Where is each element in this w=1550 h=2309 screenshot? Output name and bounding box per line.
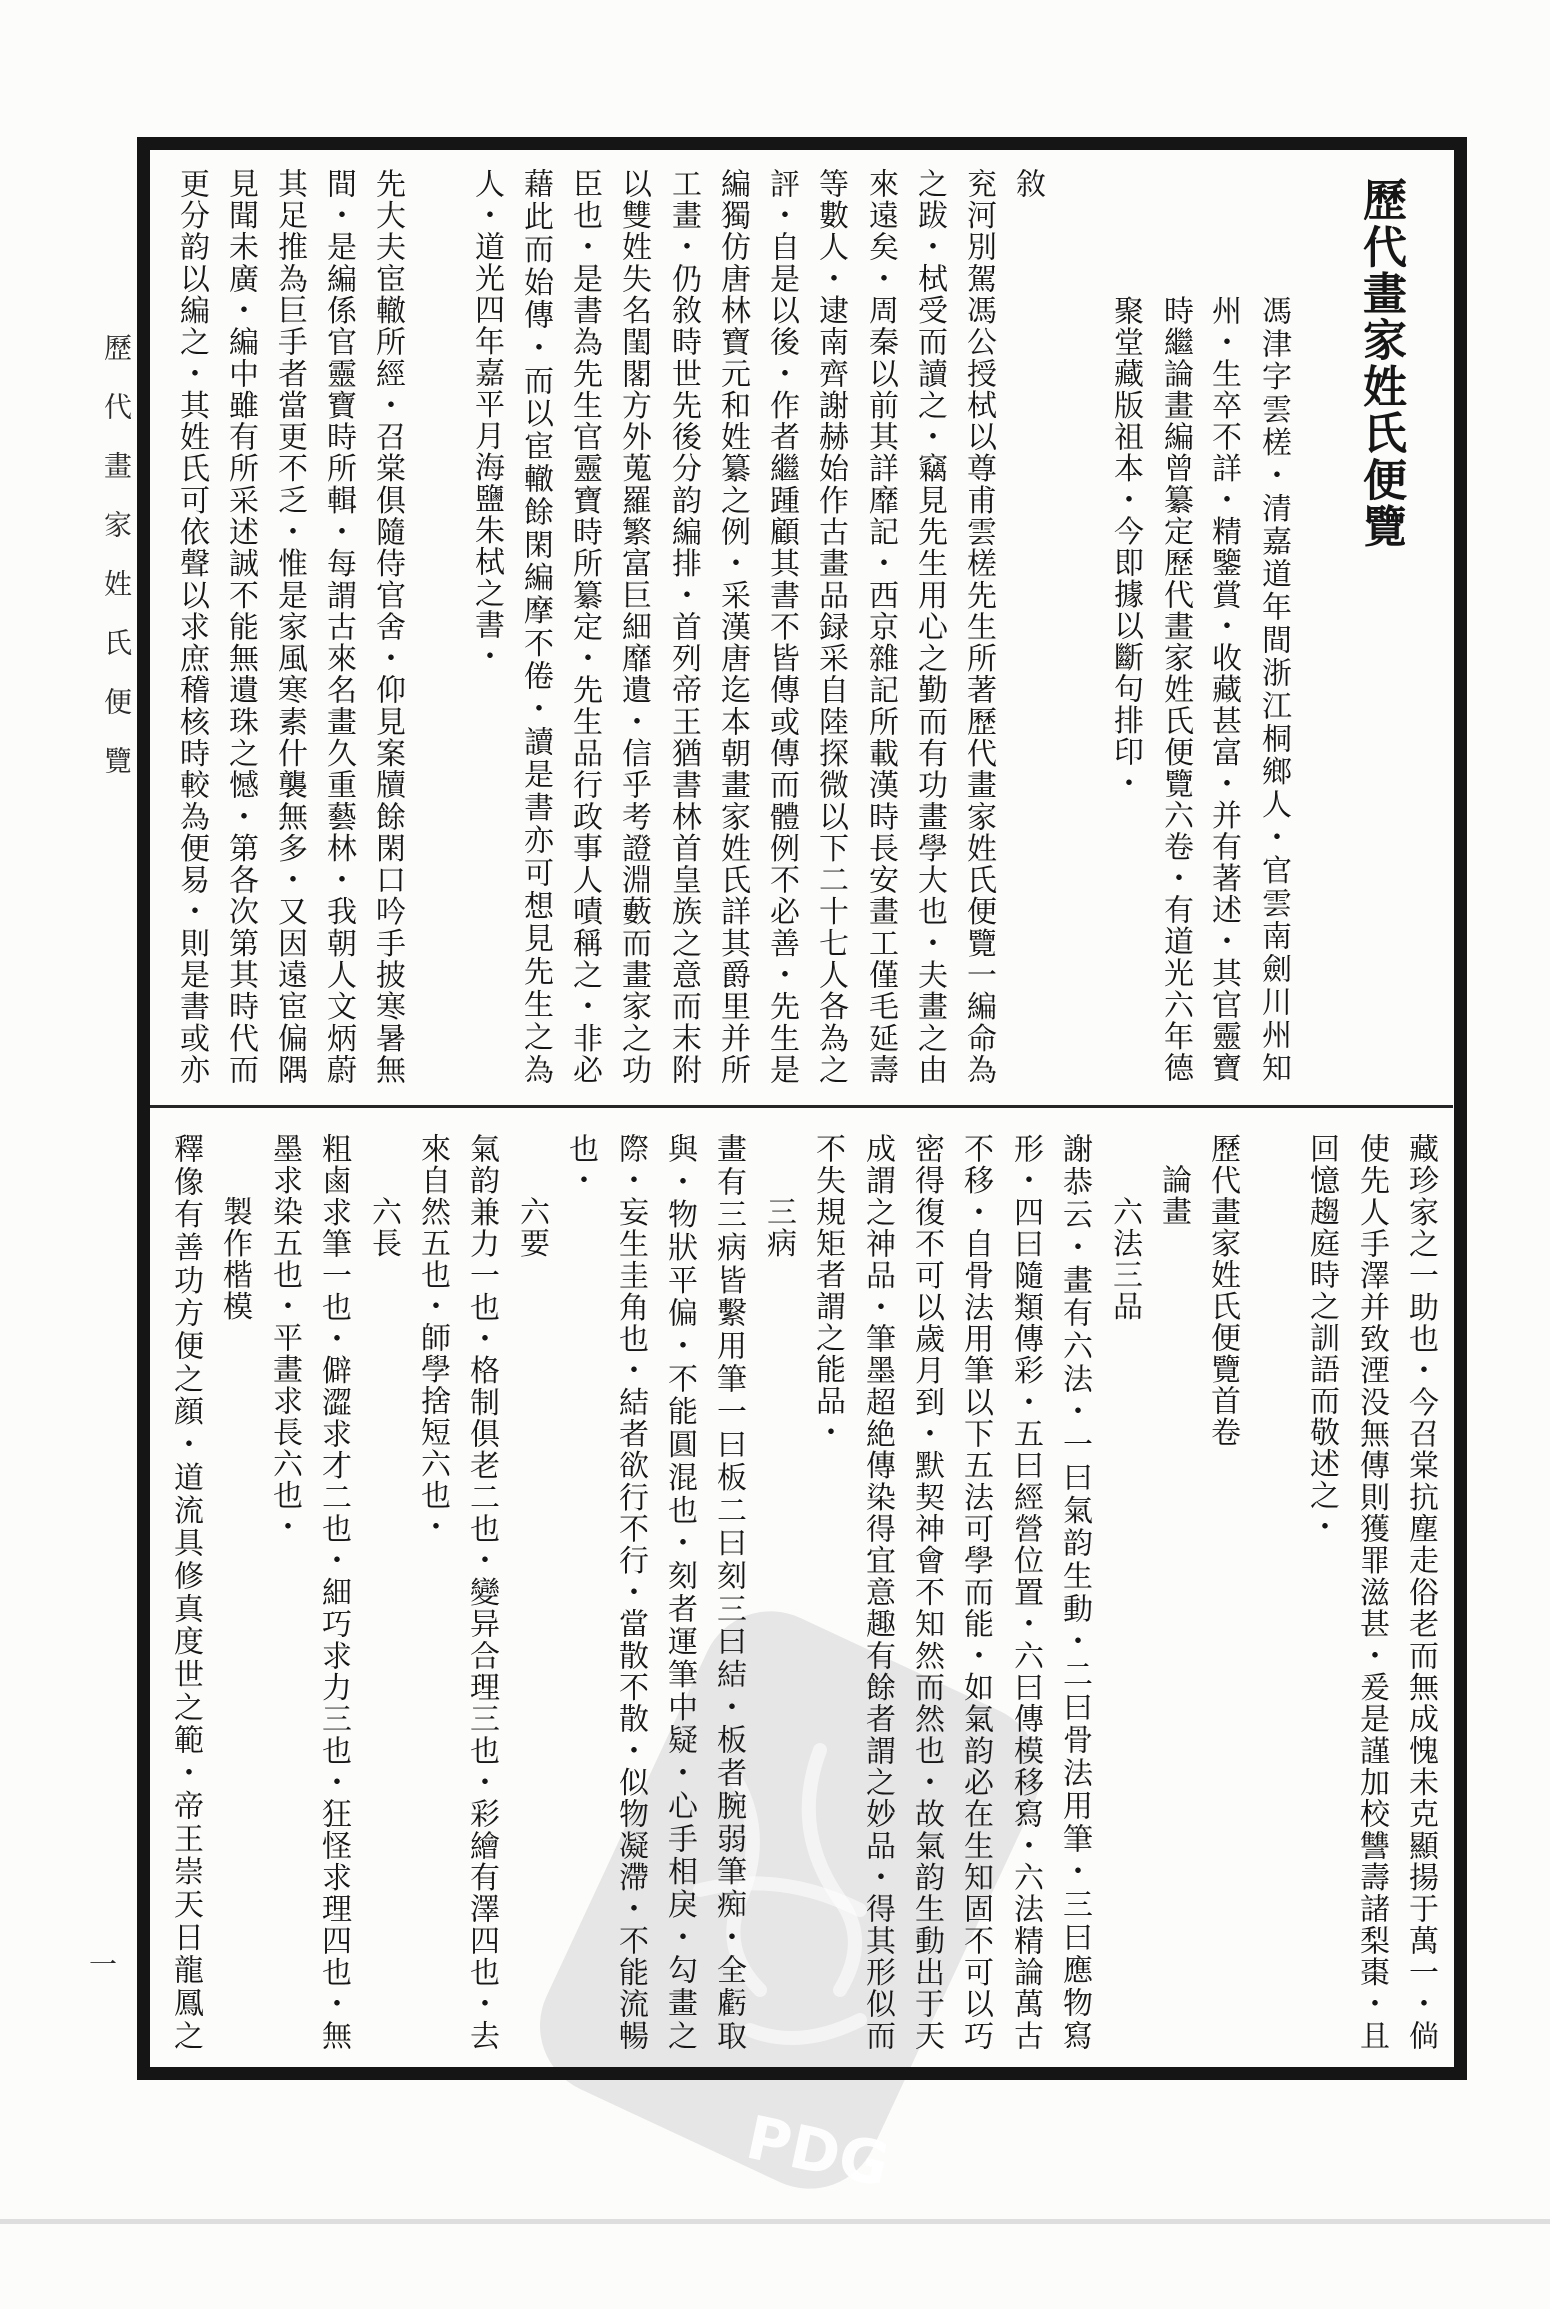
preface-column: 編獨仿唐林寶元和姓纂之例・采漢唐迄本朝畫家姓氏詳其爵里并所 — [715, 168, 750, 1084]
watermark-text: PDG — [740, 2102, 895, 2202]
subsection-heading: 六要 — [514, 1196, 549, 1259]
subsection-heading: 三病 — [761, 1196, 796, 1259]
preface-column: 等數人・逮南齊謝赫始作古畫品録采自陸探微以下二十七人各為之 — [813, 168, 848, 1084]
running-title: 歷代畫家姓氏便覽 — [100, 333, 133, 805]
body-column: 來自然五也・師學捨短六也・ — [415, 1133, 450, 1543]
body-column: 釋像有善功方便之顔・道流具修真度世之範・帝王崇天日龍鳳之 — [168, 1133, 203, 2050]
body-column: 謝恭云・畫有六法・一曰氣韵生動・二曰骨法用筆・三曰應物寫 — [1057, 1133, 1092, 2050]
postscript-column: 回憶趨庭時之訓語而敬述之・ — [1304, 1133, 1339, 1543]
preface-heading: 敘 — [1010, 168, 1045, 200]
subsection-heading: 六法三品 — [1107, 1196, 1142, 1322]
postscript-column: 間・是編係官靈寶時所輯・每謂古來名畫久重藝林・我朝人文炳蔚 — [321, 168, 356, 1084]
preface-column: 評・自是以後・作者繼踵顧其書不皆傳或傳而體例不必善・先生是 — [764, 168, 799, 1084]
subsection-heading: 製作楷模 — [217, 1196, 252, 1322]
preface-signature-column: 人・道光四年嘉平月海鹽朱栻之書・ — [469, 168, 504, 672]
preface-column: 臣也・是書為先生官靈寶時所纂定・先生品行政事人嘖稱之・非必 — [567, 168, 602, 1084]
body-column: 際・妄生圭角也・結者欲行不行・當散不散・似物凝滯・不能流暢 — [613, 1133, 648, 2050]
body-column: 形・四曰隨類傳彩・五曰經營位置・六曰傳模移寫・六法精論萬古 — [1008, 1133, 1043, 2050]
editor-note-column: 馮津字雲槎・清嘉道年間浙江桐鄉人・官雲南劍川州知 — [1256, 295, 1291, 1082]
subsection-heading: 六長 — [366, 1196, 401, 1259]
body-column: 不移・自骨法用筆以下五法可學而能・如氣韵必在生知固不可以巧 — [958, 1133, 993, 2050]
body-column: 墨求染五也・平畫求長六也・ — [267, 1133, 302, 1543]
body-column: 與・物狀平偏・不能圓混也・刻者運筆中疑・心手相戾・勾畫之 — [662, 1133, 697, 2050]
postscript-column: 使先人手澤并致湮没無傳則獲罪滋甚・爰是謹加校讐壽諸梨棗・且 — [1354, 1133, 1389, 2050]
register-divider — [150, 1105, 1453, 1108]
editor-note-column: 時繼論畫編曾纂定歷代畫家姓氏便覽六卷・有道光六年德 — [1158, 295, 1193, 1082]
editor-note-column: 聚堂藏版祖本・今即據以斷句排印・ — [1108, 295, 1143, 799]
body-column: 粗鹵求筆一也・僻澀求才二也・細巧求力三也・狂怪求理四也・無 — [316, 1133, 351, 2050]
book-title: 歷代畫家姓氏便覽 — [1355, 177, 1406, 550]
body-column: 畫有三病皆繫用筆一曰板二曰刻三曰結・板者腕弱筆痴・全虧取 — [711, 1133, 746, 2050]
body-column: 成謂之神品・筆墨超絶傳染得宜意趣有餘者謂之妙品・得其形似而 — [860, 1133, 895, 2050]
page-number: 一 — [89, 1948, 118, 1981]
scan-edge-line — [0, 2219, 1550, 2224]
editor-note-column: 州・生卒不詳・精鑒賞・收藏甚富・并有著述・其官靈寶 — [1206, 295, 1241, 1082]
postscript-column: 其足推為巨手者當更不乏・惟是家風寒素什襲無多・又因遠宦偏隅 — [272, 168, 307, 1084]
body-column: 不失規矩者謂之能品・ — [810, 1133, 845, 1448]
volume-title: 歷代畫家姓氏便覽首卷 — [1205, 1133, 1240, 1448]
preface-column: 兖河別駕馮公授栻以尊甫雲槎先生所著歷代畫家姓氏便覽一編命為 — [961, 168, 996, 1084]
body-column: 密得復不可以歲月到・默契神會不知然而然也・故氣韵生動出于天 — [909, 1133, 944, 2050]
section-heading: 論畫 — [1156, 1164, 1191, 1227]
preface-column: 藉此而始傳・而以宦轍餘閑編摩不倦・讀是書亦可想見先生之為 — [518, 168, 553, 1084]
body-column: 也・ — [563, 1133, 598, 1196]
preface-column: 以雙姓失名閨閣方外蒐羅繁富巨細靡遺・信乎考證淵藪而畫家之功 — [616, 168, 651, 1084]
postscript-column: 見聞未廣・編中雖有所采述誠不能無遺珠之憾・第各次第其時代而 — [223, 168, 258, 1084]
body-column: 氣韵兼力一也・格制俱老二也・變异合理三也・彩繪有澤四也・去 — [464, 1133, 499, 2050]
postscript-column: 藏珍家之一助也・今召棠抗塵走俗老而無成愧未克顯揚于萬一・倘 — [1403, 1133, 1438, 2050]
preface-column: 工畫・仍敘時世先後分韵編排・首列帝王猶書林首皇族之意而末附 — [666, 168, 701, 1084]
postscript-column: 更分韵以編之・其姓氏可依聲以求庶稽核時較為便易・則是書或亦 — [174, 168, 209, 1084]
postscript-column: 先大夫宦轍所經・召棠俱隨侍官舍・仰見案牘餘閑口吟手披寒暑無 — [370, 168, 405, 1084]
preface-column: 來遠矣・周秦以前其詳靡記・西京雜記所載漢時長安畫工僅毛延壽 — [863, 168, 898, 1084]
preface-column: 之跋・栻受而讀之・竊見先生用心之勤而有功畫學大也・夫畫之由 — [912, 168, 947, 1084]
